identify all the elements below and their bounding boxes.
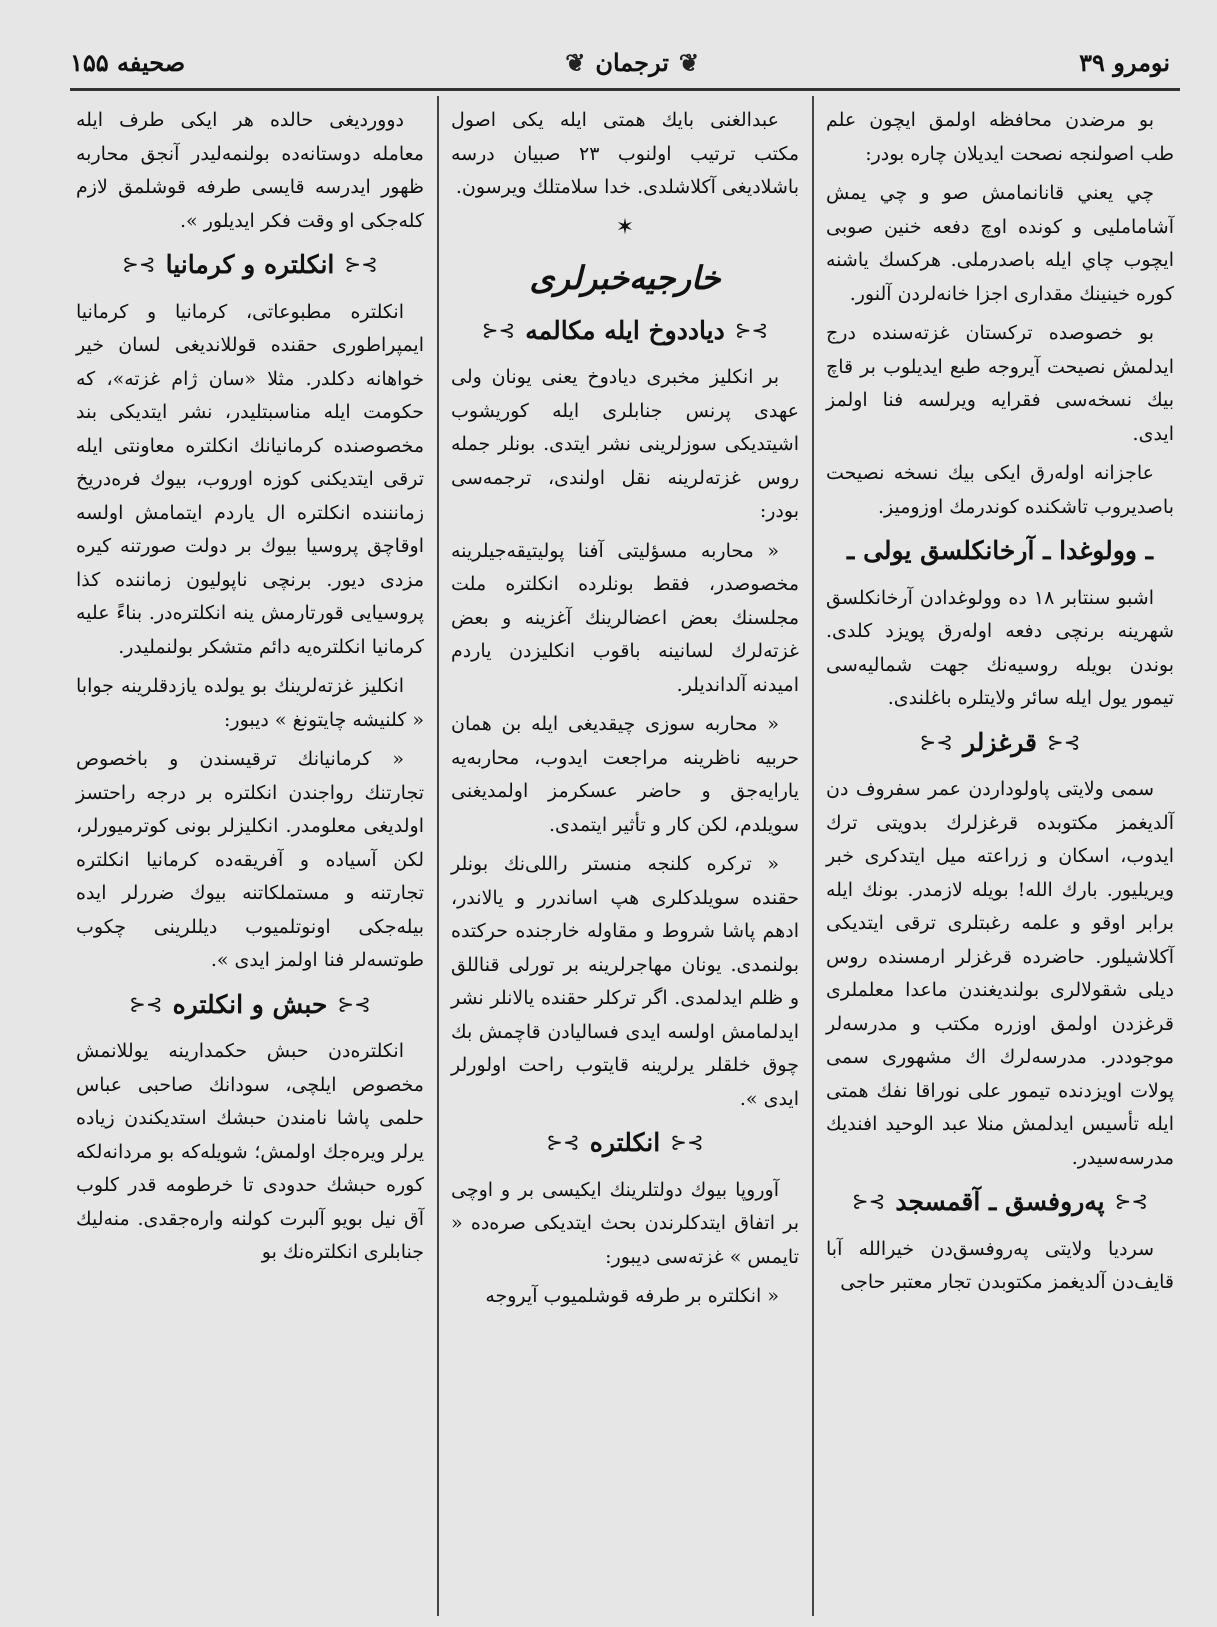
section-heading: ⊱⊰ قرغزلر ⊱⊰ bbox=[826, 726, 1174, 760]
section-title: خارجيه‌خبرلری bbox=[529, 259, 721, 297]
paragraph: انكليز غزته‌لرينك بو يولده يازدقلرينه جوابا « كلنيشه چايتونغ » ديبور: bbox=[76, 675, 424, 731]
ornament-icon: ⊱⊰ bbox=[919, 729, 953, 754]
paragraph: سمی ولايتی پاولوداردن عمر سفروف دن آلديغمز مكتوبده قرغزلرك بدويتی ترك ايدوب، اسكان و زراعته ميل ايتدكری خبر ويريليور. بارك الله! بويله لازمدر. بونك ايله برابر اوقو و علمه رغبتلری ترقی ايتديكی آكلاشيلور. حاضرده قرغزلر ارمسنده روس ديلی شقولالری بولنديغندن ماعدا معلملری قرغزدن اولمق اوزره مكتب و مدرسه‌لر موجوددر. مدرسه‌لرك اك مشهوری سمی پولات اويزدنده تيمور علی نوراقا نفك همتی ايله تأسيس ايدلمش منلا عبد الوحيد افنديك مدرسه‌سيدر. bbox=[826, 778, 1174, 1169]
column-divider bbox=[437, 96, 439, 1616]
paragraph: انكلتره‌دن حبش حكمدارينه يوللانمش مخصوص ايلچی، سودانك صاحبی عباس حلمی پاشا نامندن حبشك استديكندن زياده يرلر ويره‌جك اولمش؛ شويله‌كه بو مردانه‌لكه كوره حبشك حدودی تا خرطومه قدر كلوب آق نيل بويو آلبرت كولنه وارەجقدی. منه‌ليك جنابلری انكلتره‌نك بو bbox=[76, 1040, 424, 1263]
ornament-icon: ⊱⊰ bbox=[546, 1130, 580, 1154]
left-column bbox=[70, 96, 430, 1616]
paragraph: « محاربه سوزی چيقديغی ايله بن همان حربيه ناظرينه مراجعت ايدوب، محاربه‌يه يارايه‌جق و حاضر عسكرمز اولمديغنی سويلدم، لكن كار و تأثير ايتمدی. bbox=[451, 713, 799, 836]
paragraph: سرديا ولايتی په‌روفسق‌دن خيرالله آبا قايف‌دن آلديغمز مكتوبدن تجار معتبر حاجی bbox=[826, 1237, 1174, 1293]
right-column bbox=[820, 96, 1180, 1616]
section-heading: ⊱⊰ انكلتره ⊱⊰ bbox=[451, 1126, 799, 1160]
paragraph: عاجزانه اوله‌رق ايكی بيك نسخه نصيحت باصديروب تاشكنده كوندرمك اوزوميز. bbox=[826, 462, 1174, 518]
newspaper-title: ترجمان bbox=[595, 47, 669, 77]
masthead bbox=[565, 48, 699, 77]
ornament-icon: ⊱⊰ bbox=[670, 1130, 704, 1154]
ornament-icon: ⊱⊰ bbox=[1114, 1189, 1149, 1213]
columns bbox=[70, 96, 1180, 1616]
section-heading: ⊱⊰ حبش و انكلتره ⊱⊰ bbox=[76, 988, 424, 1022]
section-heading: ⊱⊰ دياددوخ ايله مكالمه ⊱⊰ bbox=[451, 314, 799, 348]
paragraph: « انكلتره بر طرفه قوشلميوب آيروجه bbox=[485, 1285, 779, 1307]
paragraph: « محاربه مسؤليتی آفنا پوليتيقه‌جيلرينه مخصوصدر، فقط بونلرده انكلتره ملت مجلسنك بعض اعضالرينك آغزينه و بعض غزته‌لرك لسانينه باقوب انكليزدن ياردم اميدنه آلدانديلر. bbox=[451, 539, 799, 696]
paragraph: اشبو سنتابر ۱۸ ده وولوغدادن آرخانكلسق شهرينه برنچی دفعه اوله‌رق پويزد كلدی. بوندن بويله روسيه‌نك جهت شماليه‌سی تيمور يول ايله سائر ولايتلره باغلندی. bbox=[826, 586, 1174, 709]
ornament-icon: ⊱⊰ bbox=[129, 991, 163, 1016]
ornament-icon: ⊱⊰ bbox=[851, 1189, 886, 1213]
paragraph: « تركره كلنجه منستر راللی‌نك بونلر حقنده سويلدكلری هپ اساندرر و يالاندر، ادهم پاشا شروط و مقاوله خارجنده حركتده بولنمدی. يونان مهاجرلرينه بر تورلی قناللق و ظلم ايدلمدی. اگر تركلر حقنده يالانلر نشر ايدلمامش اولسه ايدی فساليادن قاچمش بك چوق خلقلر يرلرينه قايتوب راحت اولورلر ايدی ». bbox=[451, 853, 799, 1110]
section-heading: ـ وولوغدا ـ آرخانكلسق يولی ـ bbox=[847, 536, 1153, 565]
ornament-icon: ⊱⊰ bbox=[337, 991, 371, 1016]
paragraph: انكلتره مطبوعاتی، كرمانيا و كرمانيا ايمپراطوری حقنده قوللانديغی لسان خير خواهانه دكلدر. مثلا «سان ژام غزته»، كه حكومت ايله مناسبتليدر، نشر ايتديكی بند مخصوصنده كرمانيانك انكلتره معاونتی ايله ترقی ايتديكنی كوزه اوروب، بيوك فره‌دريخ زمانننده انكلتره ال ياردم ايتمامش اولسه اوقاچق پروسيا بيوك بر دولت صورتنه كيره مزدی ديور. برنچی ناپوليون زماننده كذا پروسيايی قورتارمش ينه انكلتره‌در. بناءً عليه كرمانيا انكلتره‌يه دائم متشكر بولنمليدر. bbox=[76, 300, 424, 658]
ornament-icon: ⊱⊰ bbox=[122, 252, 156, 276]
paragraph: عبدالغنی بايك همتی ايله يكی اصول مكتب ترتيب اولنوب ۲۳ صبيان درسه باشلاديغی آكلاشلدی. خدا سلامتلك ويرسون. bbox=[451, 109, 800, 198]
star-ornament-icon: ✶ bbox=[615, 214, 635, 240]
ornament-icon: ❦ bbox=[565, 47, 586, 77]
paragraph: چي يعني قانانمامش صو و چي يمش آشامامليی و كونده اوچ دفعه خنين صوبی ايچوب چاي ايله باصدرملی. هركسك ياشنه كوره خينينك مقداری اجزا خانه‌لردن آلنور. bbox=[826, 182, 1174, 305]
ornament-icon: ⊱⊰ bbox=[1047, 729, 1081, 754]
page-number: صحيفه ۱۵۵ bbox=[70, 47, 186, 77]
paragraph: بو مرضدن محافظه اولمق ايچون علم طب اصولنجه نصحت ايديلان چاره بودر: bbox=[826, 109, 1174, 165]
paragraph: بر انكليز مخبری ديادوخ يعنی يونان ولی عهدی پرنس جنابلری ايله كوريشوب اشيتديكی سوزلرينی نشر ايتدی. بونلر جمله روس غزته‌لرينه نقل اولندی، ترجمه‌سی بودر: bbox=[451, 366, 799, 522]
paragraph: بو خصوصده تركستان غزته‌سنده درج ايدلمش نصيحت آيروجه طبع ايديلوب بر قاچ بيك نسخه‌سی فقرايه ويرلسه فنا اولمز ايدی. bbox=[826, 322, 1174, 445]
ornament-icon: ⊱⊰ bbox=[344, 252, 378, 276]
column-divider bbox=[812, 96, 814, 1616]
section-heading: ⊱⊰ انكلتره و كرمانيا ⊱⊰ bbox=[76, 248, 424, 282]
ornament-icon: ⊱⊰ bbox=[481, 317, 516, 342]
section-heading: ⊱⊰ په‌روفسق ـ آقمسجد ⊱⊰ bbox=[826, 1185, 1174, 1219]
ornament-icon: ❦ bbox=[678, 47, 700, 77]
paragraph: آوروپا بيوك دولتلرينك ايكيسی بر و اوچی بر اتفاق ايتدكلرندن بحث ايتديكی صره‌ده « تايمس » غزته‌سی ديبور: bbox=[451, 1178, 799, 1268]
ornament-icon: ⊱⊰ bbox=[734, 317, 769, 342]
middle-column bbox=[445, 96, 805, 1616]
paragraph: دووردیغی حالده هر ايكی طرف ايله معامله دوستانه‌ده بولنمه‌ليدر آنجق محاربه ظهور ايدرسه قايسی طرفه قوشلمق لازم كله‌جكی او وقت فكر ايديلور ». bbox=[76, 109, 424, 232]
issue-number: نومرو ۳۹ bbox=[1079, 47, 1170, 77]
paragraph: « كرمانيانك ترقيسندن و باخصوص تجارتنك رواجندن انكلتره بر درجه راحتسز اولديغی معلومدر. انكليزلر بونی كوترميورلر، لكن آسياده و آفريقه‌ده كرمانيا انكلتره تجارتنه و مستملكاتنه بيوك ضررلر ايده بيله‌جكی اونوتلميوب ديللرينی چكوب طوتسه‌لر فنا اولمز ايدی ». bbox=[76, 748, 424, 971]
page-header bbox=[70, 42, 1170, 82]
header-rule bbox=[70, 88, 1180, 91]
